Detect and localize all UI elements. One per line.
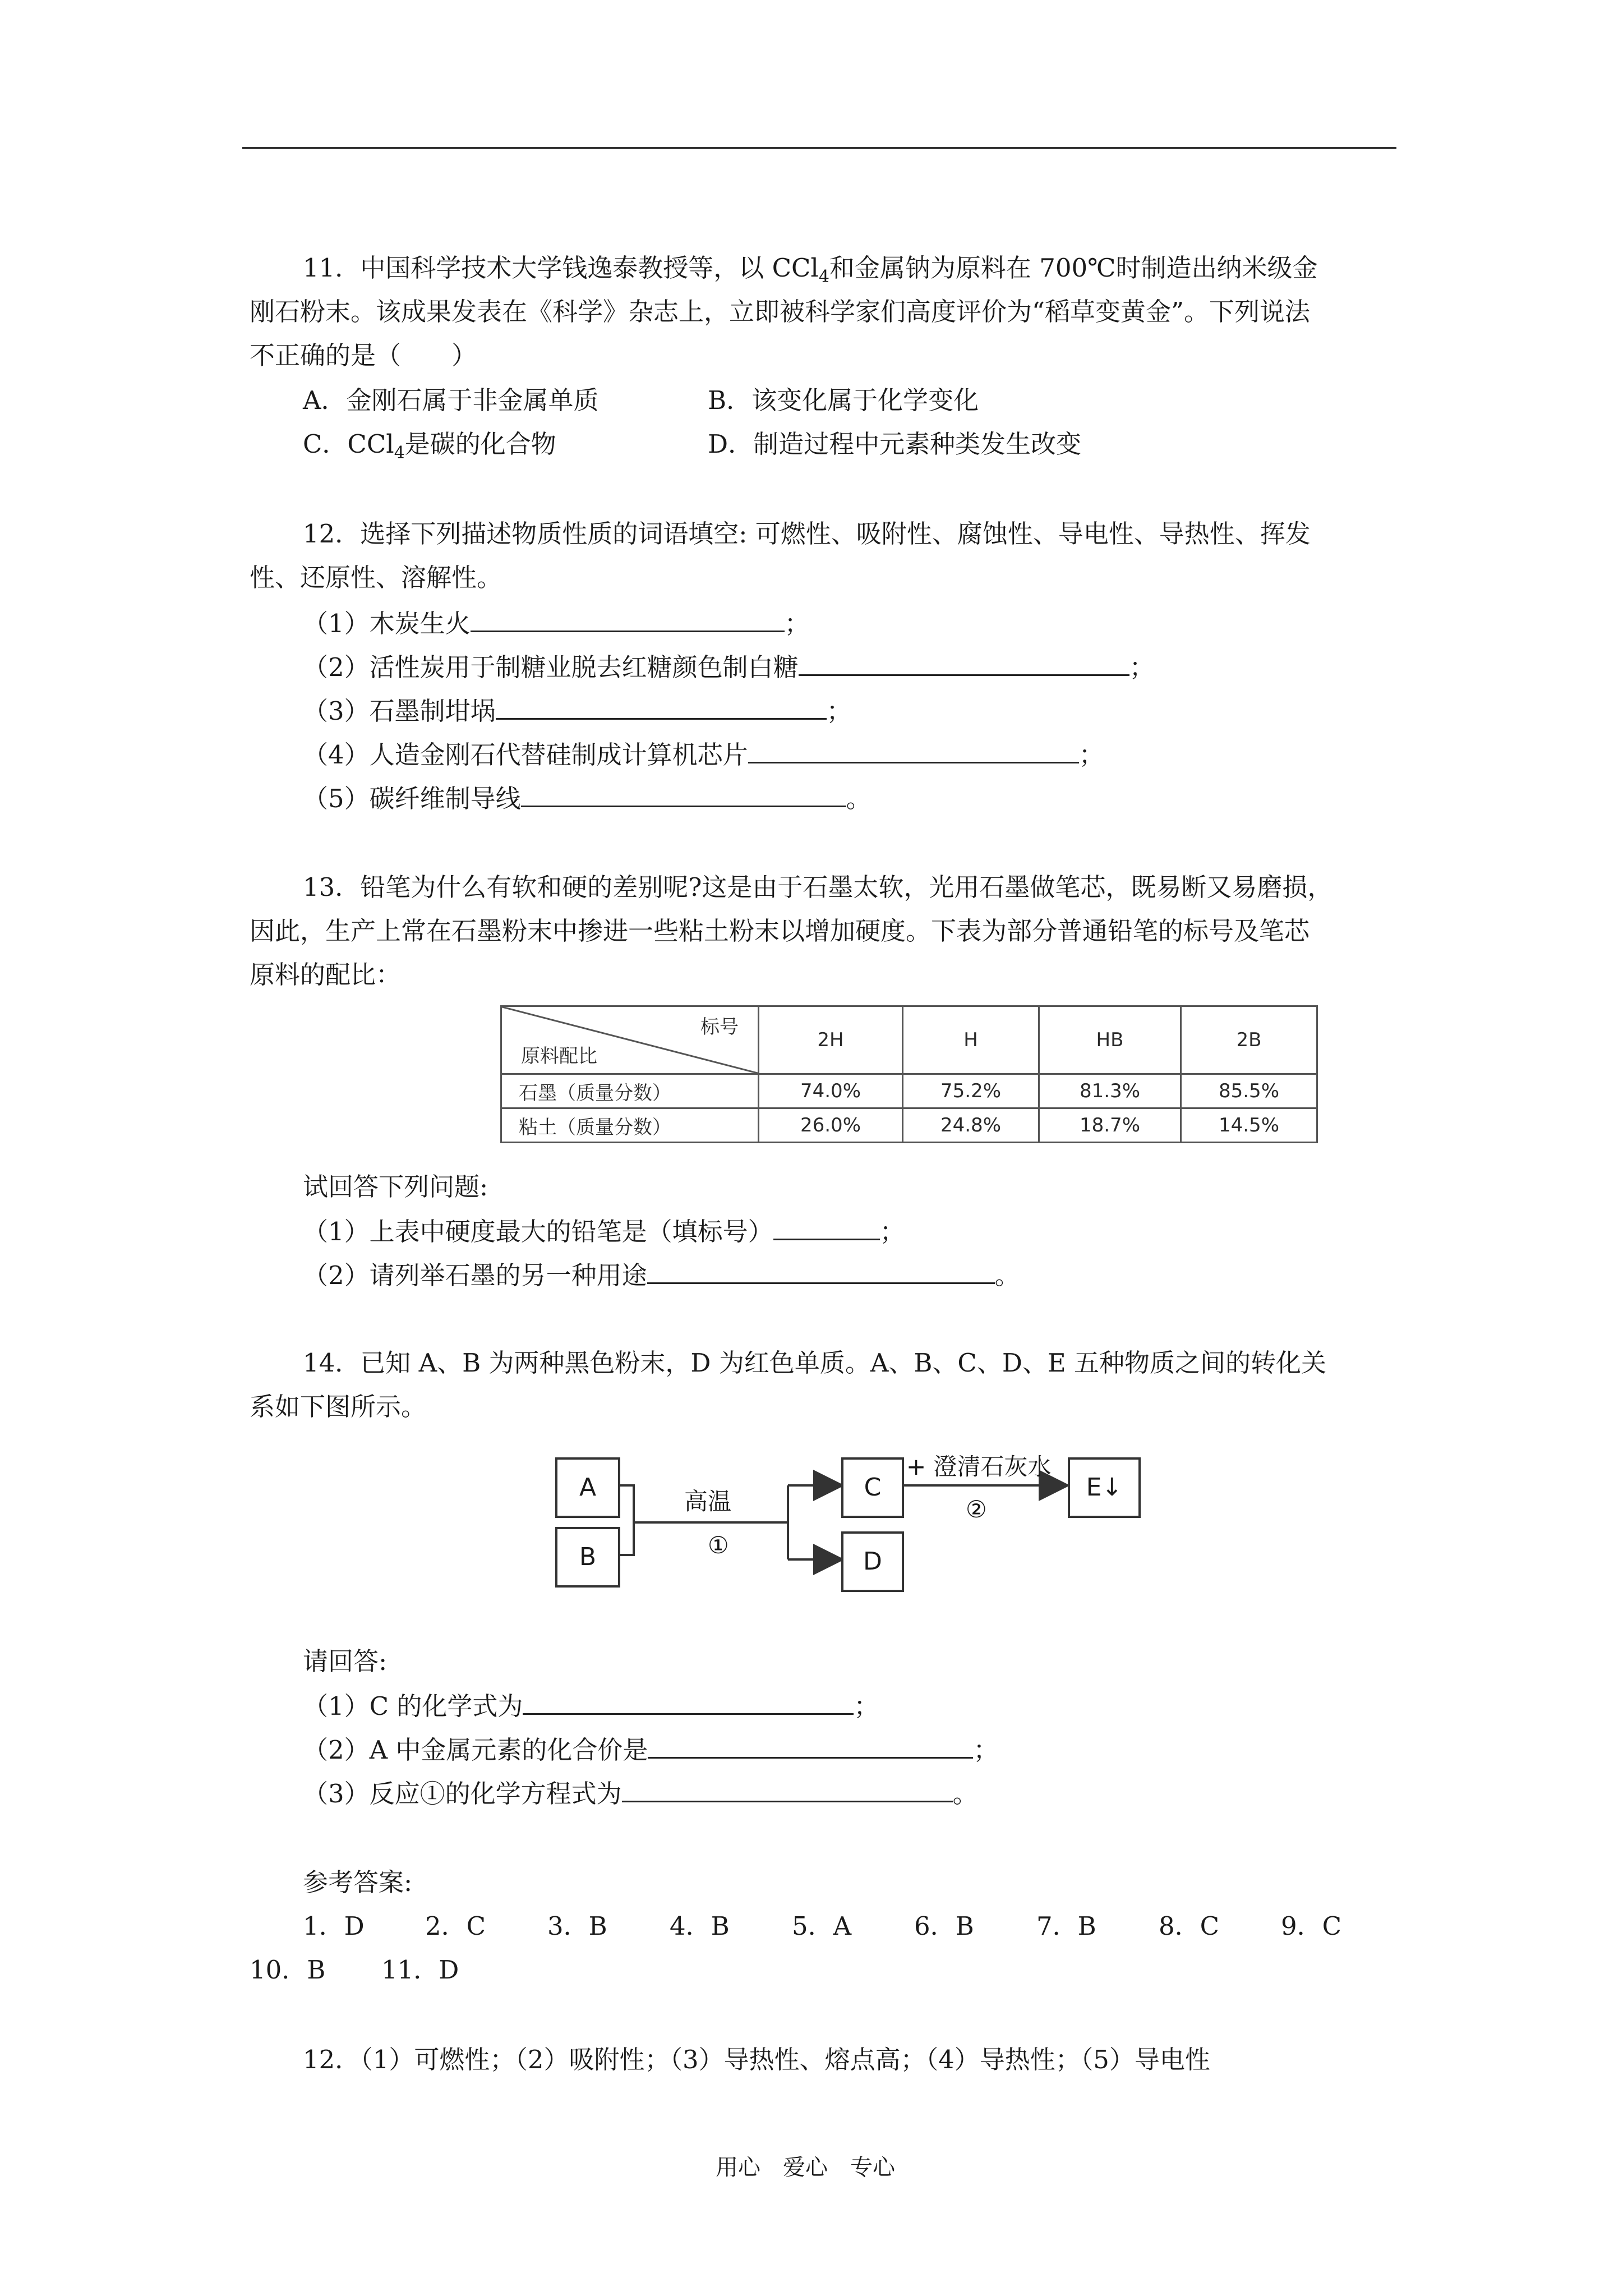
answer-4: 4．B (670, 1911, 730, 1941)
answer-blank[interactable] (748, 739, 1079, 763)
answers-title: 参考答案: (303, 1867, 413, 1897)
q12-item-5: （5）碳纤维制导线 。 (303, 784, 872, 813)
table-cell: 81.3% (1039, 1074, 1181, 1108)
answer-3: 3．B (547, 1911, 607, 1941)
q14-line1: 14．已知 A、B 为两种黑色粉末，D 为红色单质。A、B、C、D、E 五种物质之间的转化关 (303, 1348, 1327, 1378)
table-row (501, 1074, 1317, 1108)
q14-item-1: （1）C 的化学式为 ； (303, 1691, 879, 1721)
answer-blank[interactable] (799, 652, 1129, 676)
q14-item-2: （2）A 中金属元素的化合价是 ； (303, 1735, 999, 1765)
q13-line3: 原料的配比： (250, 960, 402, 990)
q12-item-2: （2）活性炭用于制糖业脱去红糖颜色制白糖 ； (303, 652, 1155, 682)
q13-item-2: （2）请列举石墨的另一种用途 。 (303, 1260, 1020, 1290)
q14-item-3: （3）反应①的化学方程式为 。 (303, 1779, 978, 1809)
answer-11: 11．D (381, 1955, 459, 1985)
answer-7: 7．B (1036, 1911, 1096, 1941)
col-header: HB (1039, 1006, 1181, 1074)
q13-line2: 因此，生产上常在石墨粉末中掺进一些粘土粉末以增加硬度。下表为部分普通铅笔的标号及笔芯 (250, 916, 1310, 946)
table-cell: 24.8% (903, 1108, 1039, 1143)
row-label: 粘土（质量分数） (501, 1108, 759, 1143)
box-c: C (841, 1457, 904, 1518)
answer-8: 8．C (1159, 1911, 1220, 1941)
header-bottom-label: 原料配比 (521, 1045, 597, 1068)
q13-ask: 试回答下列问题: (303, 1172, 488, 1202)
answer-6: 6．B (914, 1911, 974, 1941)
answer-blank[interactable] (622, 1778, 953, 1802)
answer-blank[interactable] (471, 608, 785, 632)
q11-option-d: D．制造过程中元素种类发生改变 (708, 429, 1082, 459)
q11-line1: 11．中国科学技术大学钱逸泰教授等，以 CCl$_4$和金属钠为原料在 700℃时制造出纳米级金 (303, 253, 1318, 287)
answer-blank[interactable] (647, 1260, 995, 1284)
answer-12: 12．（1）可燃性；（2）吸附性；（3）导热性、熔点高；（4）导热性；（5）导电性 (303, 2045, 1210, 2074)
table-cell: 26.0% (759, 1108, 903, 1143)
q11-option-a: A．金刚石属于非金属单质 (303, 385, 599, 415)
q12-line2: 性、还原性、溶解性。 (250, 563, 502, 592)
pencil-ratio-table (500, 1005, 1318, 1143)
q14-line2: 系如下图所示。 (250, 1392, 427, 1421)
table-cell: 14.5% (1181, 1108, 1317, 1143)
table-cell: 85.5% (1181, 1074, 1317, 1108)
answer-2: 2．C (425, 1911, 486, 1941)
table-cell: 74.0% (759, 1074, 903, 1108)
col-header: 2H (759, 1006, 903, 1074)
answer-blank[interactable] (521, 783, 846, 807)
q14-ask: 请回答: (303, 1646, 388, 1676)
box-d: D (841, 1531, 904, 1592)
col-header: H (903, 1006, 1039, 1074)
table-row (501, 1108, 1317, 1143)
table-diagonal-header (501, 1006, 759, 1074)
answer-1: 1．D (303, 1911, 365, 1941)
q12-item-1: （1）木炭生火 ； (303, 609, 810, 638)
header-top-label: 标号 (700, 1016, 739, 1038)
q12-line1: 12．选择下列描述物质性质的词语填空: 可燃性、吸附性、腐蚀性、导电性、导热性、挥发 (303, 519, 1311, 549)
col-header: 2B (1181, 1006, 1317, 1074)
table-cell: 75.2% (903, 1074, 1039, 1108)
q11-line2: 刚石粉末。该成果发表在《科学》杂志上，立即被科学家们高度评价为“稻草变黄金”。下列说法 (250, 297, 1311, 326)
reaction-number-2: ② (966, 1496, 987, 1523)
answer-blank[interactable] (523, 1691, 854, 1715)
q11-line3: 不正确的是（ ） (250, 341, 477, 370)
answer-blank[interactable] (496, 696, 827, 720)
answer-blank[interactable] (773, 1216, 880, 1240)
condition-high-temp: 高温 (684, 1488, 732, 1515)
answer-5: 5．A (792, 1911, 852, 1941)
q11-option-b: B．该变化属于化学变化 (708, 385, 979, 415)
answer-9: 9．C (1281, 1911, 1342, 1941)
page-footer: 用心 爱心 专心 (716, 2155, 895, 2180)
reaction-number-1: ① (708, 1531, 729, 1559)
q13-item-1: （1）上表中硬度最大的铅笔是（填标号） ； (303, 1217, 905, 1246)
q12-item-3: （3）石墨制坩埚 ； (303, 696, 852, 726)
q12-item-4: （4）人造金刚石代替硅制成计算机芯片 ； (303, 740, 1104, 770)
table-cell: 18.7% (1039, 1108, 1181, 1143)
header-rule (242, 147, 1396, 149)
box-a: A (555, 1457, 620, 1518)
reaction-diagram (555, 1447, 1150, 1604)
q11-option-c: C．CCl$_4$是碳的化合物 (303, 429, 556, 463)
answer-blank[interactable] (648, 1734, 973, 1759)
condition-limewater: + 澄清石灰水 (906, 1453, 1052, 1480)
box-e: E↓ (1068, 1457, 1141, 1518)
box-b: B (555, 1527, 620, 1588)
answer-10: 10．B (250, 1955, 326, 1985)
row-label: 石墨（质量分数） (501, 1074, 759, 1108)
q13-line1: 13．铅笔为什么有软和硬的差别呢?这是由于石墨太软，光用石墨做笔芯，既易断又易磨损， (303, 872, 1333, 902)
